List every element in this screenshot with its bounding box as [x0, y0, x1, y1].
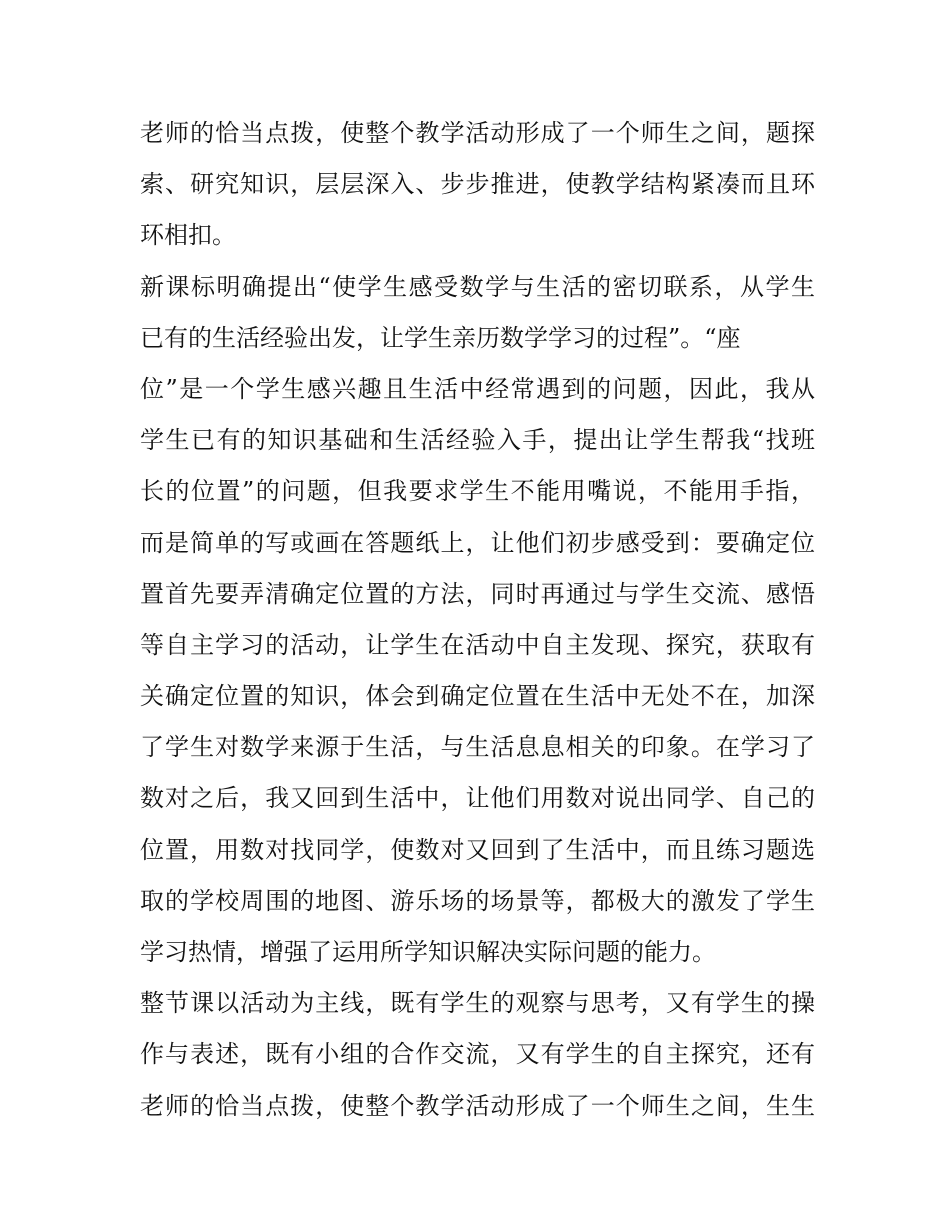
text-line: 关确定位置的知识，体会到确定位置在生活中无处不在，加深 — [140, 682, 815, 711]
text-line: 位”是一个学生感兴趣且生活中经常遇到的问题，因此，我从 — [140, 374, 815, 403]
text-line: 老师的恰当点拨，使整个教学活动形成了一个师生之间，生生 — [140, 1091, 815, 1120]
text-line: 取的学校周围的地图、游乐场的场景等，都极大的激发了学生 — [140, 886, 815, 915]
text-line: 学习热情，增强了运用所学知识解决实际问题的能力。 — [140, 938, 716, 966]
text-line: 环相扣。 — [140, 221, 236, 250]
text-line: 等自主学习的活动，让学生在活动中自主发现、探究，获取有 — [140, 630, 815, 659]
body-text — [140, 108, 815, 1132]
text-line: 老师的恰当点拨，使整个教学活动形成了一个师生之间，题探 — [140, 119, 815, 147]
text-line: 置首先要弄清确定位置的方法，同时再通过与学生交流、感悟 — [140, 579, 815, 608]
text-line: 整节课以活动为主线，既有学生的观察与思考，又有学生的操 — [140, 989, 815, 1018]
text-line: 长的位置”的问题，但我要求学生不能用嘴说，不能用手指， — [140, 477, 815, 506]
text-line: 索、研究知识，层层深入、步步推进，使教学结构紧凑而且环 — [140, 170, 815, 199]
text-line: 学生已有的知识基础和生活经验入手，提出让学生帮我“找班 — [140, 426, 815, 455]
text-line: 了学生对数学来源于生活，与生活息息相关的印象。在学习了 — [140, 733, 815, 762]
text-line: 新课标明确提出“使学生感受数学与生活的密切联系，从学生 — [140, 272, 815, 301]
text-line: 作与表述，既有小组的合作交流，又有学生的自主探究，还有 — [140, 1040, 815, 1069]
text-line: 位置，用数对找同学，使数对又回到了生活中，而且练习题选 — [140, 835, 815, 864]
text-line: 数对之后，我又回到生活中，让他们用数对说出同学、自己的 — [140, 784, 815, 813]
text-line: 已有的生活经验出发，让学生亲历数学学习的过程”。“座 — [140, 323, 741, 352]
text-line: 而是简单的写或画在答题纸上，让他们初步感受到：要确定位 — [140, 528, 815, 557]
